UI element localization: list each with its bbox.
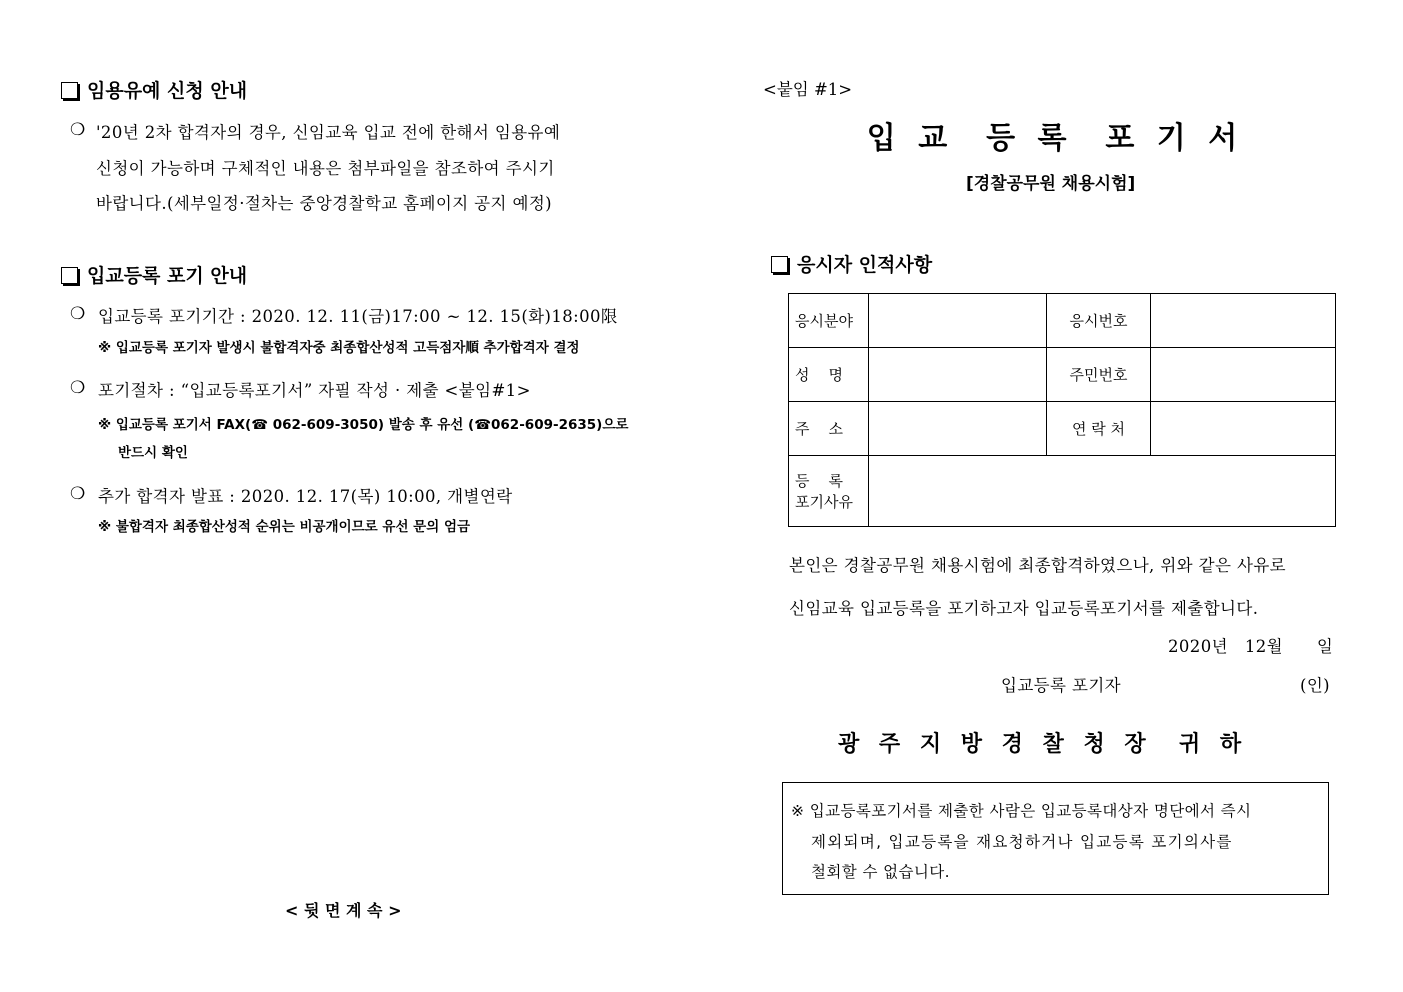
label-exam-number: 응시번호: [1047, 294, 1151, 348]
label-line: 포기사유: [795, 493, 853, 511]
seal-label: (인): [1300, 676, 1331, 695]
checkbox-square-icon: [771, 256, 788, 273]
section-title: 입교등록 포기 안내: [87, 265, 248, 287]
label-withdrawal-reason: [789, 456, 869, 527]
id-number-input[interactable]: [1151, 348, 1336, 402]
list-item-text: 포기절차 : “입교등록포기서” 자필 작성 · 제출 <붙임#1>: [98, 381, 531, 400]
addressee: 광 주 지 방 경 찰 청 장 귀 하: [838, 731, 1248, 757]
checkbox-square-icon: [61, 267, 78, 284]
paragraph-line: 바랍니다.(세부일정·절차는 중앙경찰학교 홈페이지 공지 예정): [96, 194, 553, 213]
list-item-text: 추가 합격자 발표 : 2020. 12. 17(목) 10:00, 개별연락: [98, 487, 513, 506]
list-item-note: ※ 불합격자 최종합산성적 순위는 비공개이므로 유선 문의 엄금: [98, 519, 471, 535]
statement-line: 신임교육 입교등록을 포기하고자 입교등록포기서를 제출합니다.: [789, 599, 1259, 618]
circle-bullet-icon: ❍: [70, 378, 86, 398]
date-line: 2020년 12월 일: [1168, 637, 1334, 656]
notice-line: ※ 입교등록포기서를 제출한 사람은 입교등록대상자 명단에서 즉시: [791, 802, 1252, 820]
name-input[interactable]: [869, 348, 1047, 402]
form-title: 입 교 등 록 포 기 서: [866, 121, 1244, 156]
statement-line: 본인은 경찰공무원 채용시험에 최종합격하였으나, 위와 같은 사유로: [789, 556, 1287, 575]
section-heading-applicant: [771, 250, 932, 277]
list-item-note: 반드시 확인: [118, 445, 188, 461]
checkbox-square-icon: [61, 82, 78, 99]
address-input[interactable]: [869, 402, 1047, 456]
label-contact: 연 락 처: [1047, 402, 1151, 456]
circle-bullet-icon: ❍: [70, 484, 86, 504]
withdrawal-reason-input[interactable]: [869, 456, 1336, 527]
section-title: 응시자 인적사항: [797, 254, 933, 276]
exam-number-input[interactable]: [1151, 294, 1336, 348]
section-title: 임용유예 신청 안내: [87, 80, 248, 102]
circle-bullet-icon: ❍: [70, 120, 86, 140]
attachment-label: <붙임 #1>: [763, 80, 853, 99]
label-line: 등 록: [795, 472, 844, 490]
continued-footer: < 뒷 면 계 속 >: [285, 901, 402, 920]
section-heading-withdrawal: [61, 261, 247, 288]
notice-box: [782, 782, 1329, 895]
circle-bullet-icon: ❍: [70, 304, 86, 324]
exam-field-input[interactable]: [869, 294, 1047, 348]
paragraph-line: 신청이 가능하며 구체적인 내용은 첨부파일을 참조하여 주시기: [96, 159, 555, 178]
notice-line: 철회할 수 없습니다.: [811, 863, 950, 881]
signer-label: 입교등록 포기자: [1001, 676, 1122, 695]
notice-line: 제외되며, 입교등록을 재요청하거나 입교등록 포기의사를: [811, 833, 1233, 851]
contact-input[interactable]: [1151, 402, 1336, 456]
list-item-note: ※ 입교등록 포기서 FAX(☎ 062-609-3050) 발송 후 유선 (☎062-609-2635)으로: [98, 417, 629, 433]
list-item-text: 입교등록 포기기간 : 2020. 12. 11(금)17:00 ~ 12. 15(화)18:00限: [98, 307, 618, 326]
list-item-note: ※ 입교등록 포기자 발생시 불합격자중 최종합산성적 고득점자順 추가합격자 결정: [98, 340, 580, 356]
section-heading-deferral: [61, 76, 247, 103]
label-name: 성 명: [789, 348, 869, 402]
label-id-number: 주민번호: [1047, 348, 1151, 402]
label-exam-field: 응시분야: [789, 294, 869, 348]
paragraph-line: '20년 2차 합격자의 경우, 신임교육 입교 전에 한해서 임용유예: [96, 123, 561, 142]
form-subtitle: [경찰공무원 채용시험]: [966, 174, 1136, 194]
label-address: 주 소: [789, 402, 869, 456]
applicant-info-table: [788, 293, 1336, 527]
